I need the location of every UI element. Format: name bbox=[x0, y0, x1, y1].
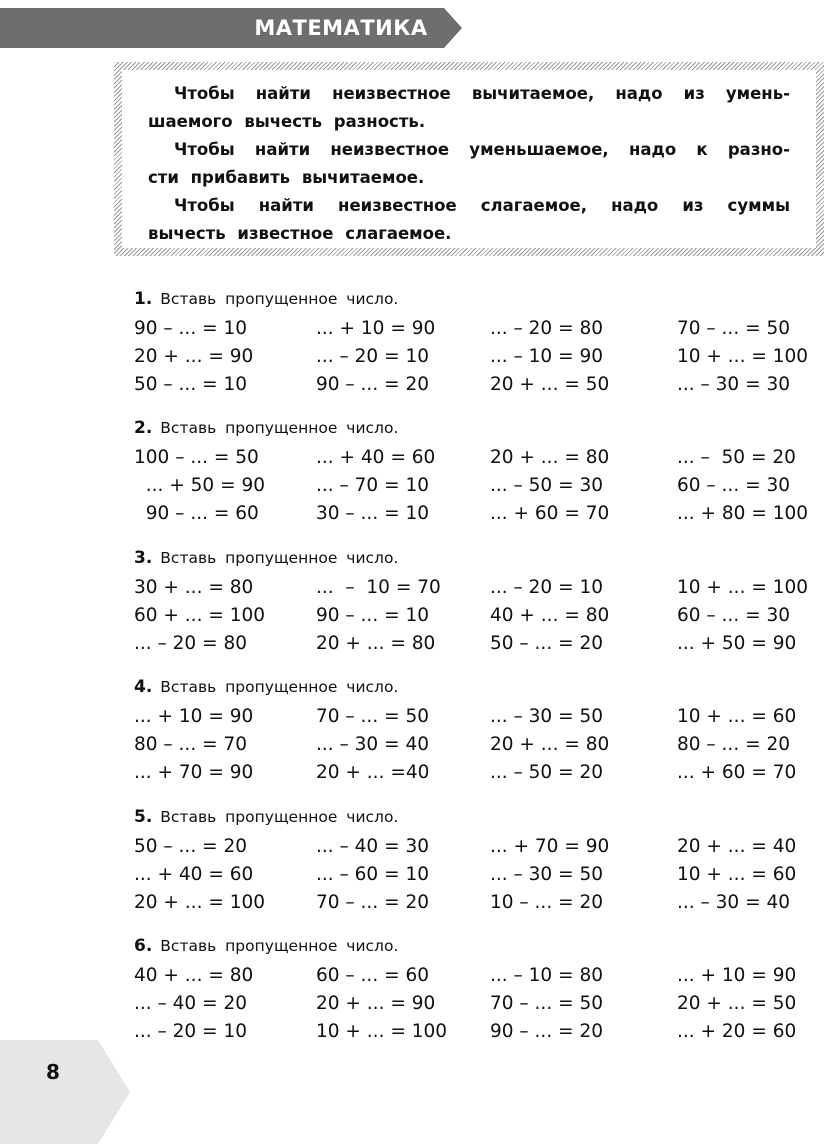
equation: ... + 60 = 70 bbox=[490, 503, 610, 524]
equation: ... + 70 = 90 bbox=[490, 836, 610, 857]
equation-row bbox=[134, 833, 804, 861]
equation: 10 + ... = 60 bbox=[677, 864, 797, 885]
exercise-number: 5. bbox=[134, 807, 153, 827]
equation: 90 – ... = 20 bbox=[490, 1021, 603, 1042]
equation: ... – 20 = 10 bbox=[316, 346, 429, 367]
equation: 30 – ... = 10 bbox=[316, 503, 429, 524]
equation: 20 + ... = 80 bbox=[490, 447, 610, 468]
equation: ... – 50 = 20 bbox=[490, 762, 603, 783]
equation: ... – 20 = 80 bbox=[134, 633, 247, 654]
equation: ... + 40 = 60 bbox=[316, 447, 436, 468]
equation: 90 – ... = 10 bbox=[134, 318, 247, 339]
equation: 80 – ... = 70 bbox=[134, 734, 247, 755]
equation: 70 – ... = 50 bbox=[316, 706, 429, 727]
equation-row bbox=[134, 472, 804, 500]
exercise-heading bbox=[134, 935, 804, 957]
equation: 20 + ... = 50 bbox=[677, 993, 797, 1014]
equation-row bbox=[134, 731, 804, 759]
rule-3-line-1: Чтобы найти неизвестное слагаемое, надо из суммы bbox=[174, 196, 790, 215]
equation: 60 – ... = 60 bbox=[316, 965, 429, 986]
equation: ... + 10 = 90 bbox=[134, 706, 254, 727]
equation-row bbox=[134, 703, 804, 731]
equation-row bbox=[134, 990, 804, 1018]
equation-row bbox=[134, 574, 809, 602]
equation: ... + 80 = 100 bbox=[677, 503, 809, 524]
equation: 40 + ... = 80 bbox=[490, 605, 610, 626]
equation: 70 – ... = 20 bbox=[316, 892, 429, 913]
rule-box-content bbox=[122, 70, 816, 248]
page-number-tab bbox=[0, 1040, 130, 1144]
equation-row bbox=[134, 371, 804, 399]
equation-row bbox=[134, 343, 809, 371]
equation: ... + 40 = 60 bbox=[134, 864, 254, 885]
equation: 40 + ... = 80 bbox=[134, 965, 254, 986]
exercise-number: 1. bbox=[134, 289, 153, 309]
equation: 50 – ... = 10 bbox=[134, 374, 247, 395]
equation-row bbox=[134, 500, 809, 528]
exercise-4 bbox=[134, 676, 804, 787]
exercise-instruction: Вставь пропущенное число. bbox=[160, 419, 399, 437]
equation-row bbox=[134, 759, 804, 787]
equation: ... – 10 = 70 bbox=[316, 577, 441, 598]
equation: ... – 20 = 10 bbox=[490, 577, 603, 598]
rule-3-line-2: вычесть известное слагаемое. bbox=[148, 224, 452, 243]
equation-row bbox=[134, 1018, 804, 1046]
equation-row bbox=[134, 889, 804, 917]
equation: 90 – ... = 20 bbox=[316, 374, 429, 395]
equation-row bbox=[134, 602, 804, 630]
equation: 20 + ... = 80 bbox=[490, 734, 610, 755]
equation: 20 + ... = 80 bbox=[316, 633, 436, 654]
equation: 10 + ... = 100 bbox=[316, 1021, 448, 1042]
equation: ... + 10 = 90 bbox=[677, 965, 797, 986]
equation: ... – 30 = 50 bbox=[490, 706, 603, 727]
equation-row bbox=[134, 444, 804, 472]
equation: 20 + ... = 100 bbox=[134, 892, 266, 913]
exercise-heading bbox=[134, 288, 804, 310]
equation: ... – 30 = 40 bbox=[316, 734, 429, 755]
equation: ... – 30 = 30 bbox=[677, 374, 790, 395]
exercise-2 bbox=[134, 417, 809, 528]
equation: 30 + ... = 80 bbox=[134, 577, 254, 598]
equation: ... – 30 = 50 bbox=[490, 864, 603, 885]
equation: ... – 40 = 30 bbox=[316, 836, 429, 857]
equation: ... – 20 = 10 bbox=[134, 1021, 247, 1042]
equation: 90 – ... = 60 bbox=[134, 503, 259, 524]
equation: 70 – ... = 50 bbox=[490, 993, 603, 1014]
equation: ... + 60 = 70 bbox=[677, 762, 797, 783]
rule-1-line-1: Чтобы найти неизвестное вычитаемое, надо из умень- bbox=[174, 84, 790, 103]
rule-2-line-2: сти прибавить вычитаемое. bbox=[148, 168, 425, 187]
equation: ... – 50 = 20 bbox=[677, 447, 796, 468]
equation: 10 + ... = 100 bbox=[677, 346, 809, 367]
equation: ... – 70 = 10 bbox=[316, 475, 429, 496]
exercise-heading bbox=[134, 547, 804, 569]
equation-row bbox=[134, 861, 804, 889]
equation: ... + 70 = 90 bbox=[134, 762, 254, 783]
equation: 90 – ... = 10 bbox=[316, 605, 429, 626]
equation: ... + 20 = 60 bbox=[677, 1021, 797, 1042]
exercise-6 bbox=[134, 935, 804, 1046]
exercise-3 bbox=[134, 547, 809, 658]
exercise-instruction: Вставь пропущенное число. bbox=[160, 549, 399, 567]
equation: ... – 60 = 10 bbox=[316, 864, 429, 885]
equation: 60 – ... = 30 bbox=[677, 605, 790, 626]
equation: ... + 50 = 90 bbox=[134, 475, 266, 496]
equation: 20 + ... = 90 bbox=[134, 346, 254, 367]
exercise-number: 2. bbox=[134, 418, 153, 438]
equation: ... – 20 = 80 bbox=[490, 318, 603, 339]
equation: 50 – ... = 20 bbox=[134, 836, 247, 857]
exercise-5 bbox=[134, 806, 804, 917]
exercise-number: 3. bbox=[134, 548, 153, 568]
equation: 50 – ... = 20 bbox=[490, 633, 603, 654]
equation: 70 – ... = 50 bbox=[677, 318, 790, 339]
page-title: МАТЕМАТИКА bbox=[254, 16, 428, 40]
equation: ... – 10 = 80 bbox=[490, 965, 603, 986]
exercise-heading bbox=[134, 417, 804, 439]
exercise-number: 6. bbox=[134, 936, 153, 956]
exercise-instruction: Вставь пропущенное число. bbox=[160, 937, 399, 955]
equation-row bbox=[134, 962, 804, 990]
equation: ... – 30 = 40 bbox=[677, 892, 790, 913]
page-number: 8 bbox=[46, 1060, 60, 1084]
equation: 10 – ... = 20 bbox=[490, 892, 603, 913]
equation: 20 + ... = 50 bbox=[490, 374, 610, 395]
equation: ... + 50 = 90 bbox=[677, 633, 797, 654]
exercise-instruction: Вставь пропущенное число. bbox=[160, 678, 399, 696]
equation: ... – 50 = 30 bbox=[490, 475, 603, 496]
exercise-number: 4. bbox=[134, 677, 153, 697]
equation: 10 + ... = 100 bbox=[677, 577, 809, 598]
equation: 20 + ... = 90 bbox=[316, 993, 436, 1014]
equation: 20 + ... = 40 bbox=[677, 836, 797, 857]
rule-box bbox=[114, 62, 824, 256]
equation: 10 + ... = 60 bbox=[677, 706, 797, 727]
equation-row bbox=[134, 315, 804, 343]
equation: 60 + ... = 100 bbox=[134, 605, 266, 626]
equation-row bbox=[134, 630, 804, 658]
exercise-instruction: Вставь пропущенное число. bbox=[160, 808, 399, 826]
equation: 80 – ... = 20 bbox=[677, 734, 790, 755]
equation: ... – 40 = 20 bbox=[134, 993, 247, 1014]
equation: 60 – ... = 30 bbox=[677, 475, 790, 496]
rule-2-line-1: Чтобы найти неизвестное уменьшаемое, надо к разно- bbox=[174, 140, 790, 159]
equation: ... – 10 = 90 bbox=[490, 346, 603, 367]
exercise-instruction: Вставь пропущенное число. bbox=[160, 290, 399, 308]
equation: ... + 10 = 90 bbox=[316, 318, 436, 339]
exercise-1 bbox=[134, 288, 809, 399]
rule-1-line-2: шаемого вычесть разность. bbox=[148, 112, 426, 131]
equation: 100 – ... = 50 bbox=[134, 447, 259, 468]
equation: 20 + ... =40 bbox=[316, 762, 430, 783]
exercise-heading bbox=[134, 676, 804, 698]
exercise-heading bbox=[134, 806, 804, 828]
